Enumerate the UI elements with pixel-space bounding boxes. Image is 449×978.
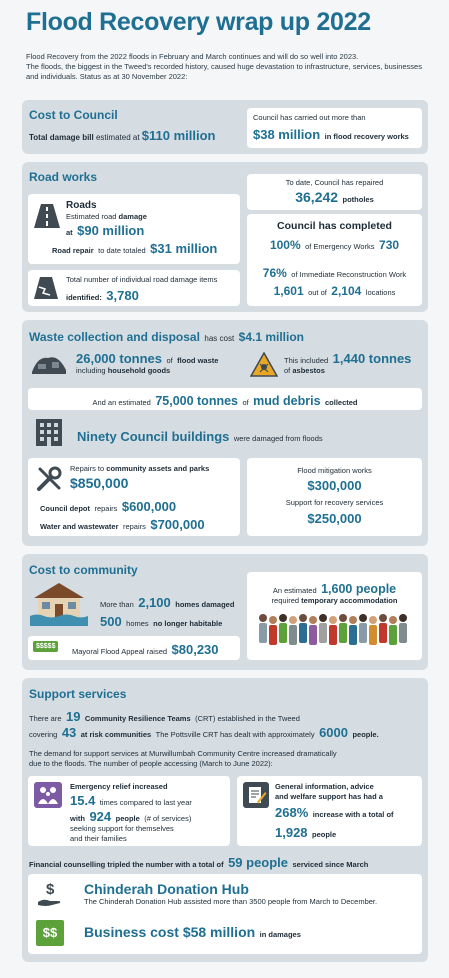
road-items-value: 3,780 (106, 288, 139, 303)
cost-to-council-panel (22, 100, 428, 154)
depot-repairs-value: $600,000 (121, 499, 177, 514)
info-increase-value: 268% (275, 805, 309, 820)
potholes-value: 36,242 (295, 189, 339, 205)
damage-bill-value: $110 million (141, 128, 216, 143)
donation-hub-text: The Chinderah Donation Hub assisted more than 3500 people from March to December. (84, 897, 378, 906)
community-heading: Cost to community (29, 563, 138, 577)
road-icon (33, 202, 61, 230)
business-cost-title: Business cost $58 million (84, 924, 256, 940)
roads-card: Roads Estimated road damage at $90 million Road repair to date totaled $31 million (28, 194, 240, 264)
support-heading: Support services (29, 687, 127, 701)
demand-text: The demand for support services at Murwillumbah Community Centre increased dramatically due to the floods. The number of people accessing (March to June 2022): (29, 749, 337, 769)
homes-uninhabitable-value: 500 (100, 614, 122, 629)
general-support-card: General information, advice and welfare support has had a 268% increase with a total of 1,928 people (237, 776, 422, 846)
road-works-panel (22, 162, 428, 312)
mud-debris-card: And an estimated 75,000 tonnes of mud debris collected (28, 388, 422, 410)
works-completed-card: Council has completed 100% of Emergency Works 730 76% of Immediate Reconstruction Work 1,601 out of 2,104 locations (247, 214, 422, 306)
relief-increase-value: 15.4 (70, 793, 96, 808)
intro-line-1: Flood Recovery from the 2022 floods in February and March continues and will do so well into 2023. (26, 52, 359, 61)
waste-cost-value: $4.1 million (238, 330, 304, 344)
recovery-works-value: $38 million (253, 127, 321, 142)
waste-heading: Waste collection and disposal (29, 330, 200, 344)
community-panel: Cost to community More than 2,100 homes damaged 500 homes no longer habitable $$$$$ Mayoral Flood Appeal raised $80,230 An estimated 1,600 people required temporary accommodation (22, 554, 428, 670)
tools-icon (36, 466, 62, 492)
donation-hub-card: $ Chinderah Donation Hub The Chinderah Donation Hub assisted more than 3500 people from March to December. $$ Business cost $58 million in damages (28, 874, 422, 954)
money-icon: $$$$$ (33, 641, 58, 652)
emergency-relief-card: Emergency relief increased 15.4 times compared to last year with 924 people (# of services) seeking support for themselves and their families (28, 776, 230, 846)
buildings-value: Ninety Council buildings (77, 429, 230, 444)
recovery-support-value: $250,000 (307, 511, 362, 526)
donation-hand-icon (36, 880, 66, 910)
road-items-card: Total number of individual road damage items identified: 3,780 (28, 270, 240, 306)
family-icon (34, 782, 62, 808)
mud-debris-value: 75,000 tonnes (155, 394, 238, 408)
pottsville-value: 6000 (319, 725, 348, 740)
info-total-value: 1,928 (275, 825, 308, 840)
road-works-heading: Road works (29, 170, 98, 184)
road-damage-value: $90 million (77, 223, 145, 238)
dollar-icon: $$ (36, 920, 64, 946)
accommodation-card: An estimated 1,600 people required temporary accommodation (247, 572, 422, 660)
asset-repairs-value: $850,000 (70, 475, 129, 491)
asset-repairs-card: Repairs to community assets and parks $850,000 Council depot repairs $600,000 Water and wastewater repairs $700,000 (28, 458, 240, 536)
waste-panel: Waste collection and disposal has cost $4.1 million 26,000 tonnes of flood waste including household goods This included 1,440 tonnes of asbestos And an estimated 75,000 tonnes of mud debris collected Ninety Council buildings were damaged from floods Repairs to community assets and parks $850,000 Council depot repairs $600,000 Water and wastewater repairs $700,000 Flood mitigation works $300,000 Support for recovery services $250,000 (22, 320, 428, 546)
recovery-works-card: Council has carried out more than $38 million in flood recovery works (247, 108, 422, 148)
mitigation-card: Flood mitigation works $300,000 Support for recovery services $250,000 (247, 458, 422, 536)
people-crowd-icon (257, 612, 413, 652)
flood-appeal-value: $80,230 (171, 642, 219, 657)
mitigation-value: $300,000 (307, 478, 362, 493)
road-damage-icon (33, 275, 59, 301)
asbestos-value: 1,440 tonnes (332, 351, 412, 366)
crt-count-value: 19 (65, 709, 81, 724)
hazard-icon (250, 352, 278, 377)
road-repair-value: $31 million (150, 241, 218, 256)
svg-text:$: $ (46, 881, 55, 898)
intro-line-2: The floods, the biggest in the Tweed's recorded history, caused huge devastation to infrastructure, services, businesses and individuals. Status as at 30 November 2022: (26, 62, 422, 82)
cost-to-council-heading: Cost to Council (29, 108, 118, 122)
flood-waste-value: 26,000 tonnes (76, 351, 162, 366)
donation-hub-title: Chinderah Donation Hub (84, 881, 249, 897)
intro-text (26, 52, 426, 82)
flooded-house-icon (30, 580, 88, 626)
homes-damaged-value: 2,100 (138, 595, 171, 610)
support-panel: Support services There are 19 Community Resilience Teams (CRT) established in the Tweed covering 43 at risk communities The Pottsville CRT has dealt with approximately 6000 people. The demand for support services at Murwillumbah Community Centre increased dramatically due to the floods. The number of people accessing (March to June 2022): Emergency relief increased 15.4 times compared to last year with 924 people (# of services) seeking support for themselves and their families General information, advice and welfare support has had a 268% increase with a total of 1,928 people Financial counselling tripled the number with a total of 59 people serviced since March $ Chinderah Donation Hub The Chinderah Donation Hub assisted more than 3500 people from March to December. $$ Business cost $58 million in damages (22, 678, 428, 962)
relief-people-value: 924 (89, 809, 112, 824)
accommodation-value: 1,600 people (321, 582, 397, 596)
potholes-card: To date, Council has repaired 36,242 potholes (247, 174, 422, 210)
waste-pile-icon (30, 350, 68, 378)
damage-bill: Total damage bill estimated at $110 million (29, 128, 216, 143)
building-icon (34, 417, 64, 447)
page-title: Flood Recovery wrap up 2022 (26, 8, 371, 36)
roads-title: Roads (66, 200, 97, 211)
communities-value: 43 (61, 725, 77, 740)
financial-counselling-value: 59 people (228, 855, 289, 870)
flood-appeal-card: $$$$$ Mayoral Flood Appeal raised $80,230 (28, 636, 240, 660)
document-pen-icon (243, 782, 269, 808)
water-repairs-value: $700,000 (150, 517, 205, 532)
